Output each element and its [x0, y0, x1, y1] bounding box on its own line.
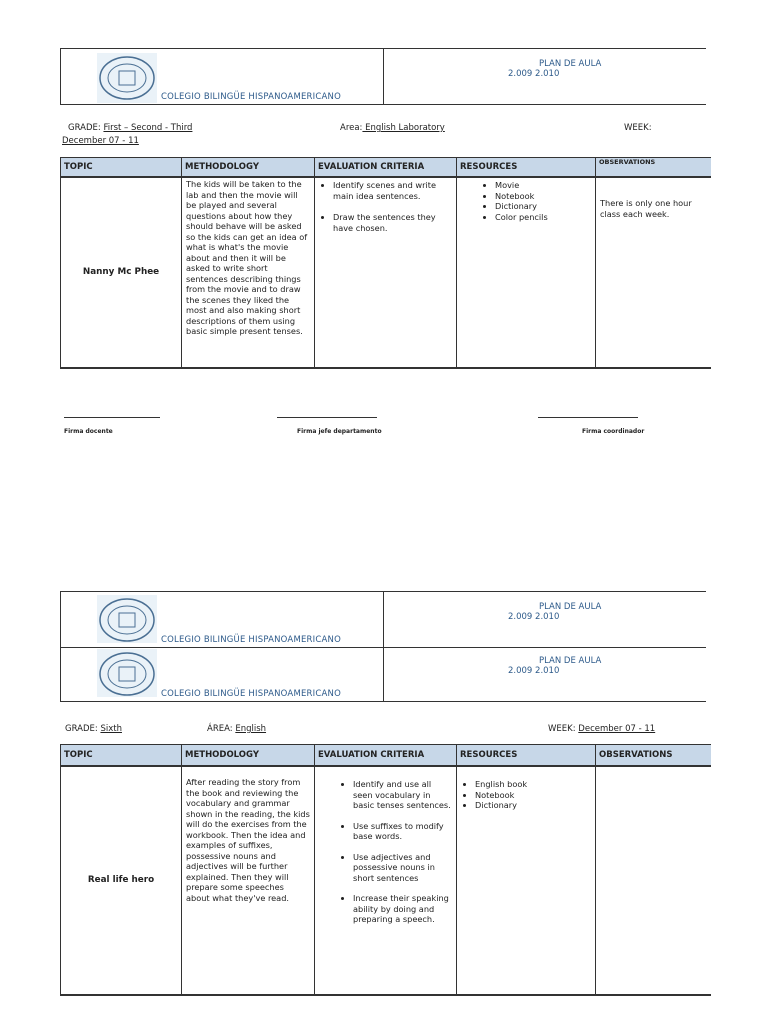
plan-years: 2.009 2.010	[508, 666, 560, 676]
list-item: • Use adjectives and possessive nouns in short sentences	[353, 852, 452, 884]
grade-line-2	[65, 724, 122, 734]
table-header-row	[61, 745, 711, 767]
school-name: COLEGIO BILINGÜE HISPANOAMERICANO	[161, 689, 341, 699]
header-school-cell	[60, 646, 384, 701]
table-row	[61, 766, 711, 995]
school-logo-icon	[97, 649, 157, 697]
col-methodology: METHODOLOGY	[182, 158, 315, 178]
signature-head: Firma jefe departamento	[297, 428, 382, 435]
list-item: • Draw the sentences they have chosen.	[333, 212, 452, 233]
topic-cell: Real life hero	[61, 766, 182, 995]
col-resources: RESOURCES	[457, 158, 596, 178]
plan-title-block	[508, 602, 601, 622]
school-name: COLEGIO BILINGÜE HISPANOAMERICANO	[161, 635, 341, 645]
plan-table-2	[60, 744, 711, 996]
col-resources: RESOURCES	[457, 745, 596, 767]
list-item: • Movie	[495, 180, 591, 191]
plan-title-block	[508, 656, 601, 676]
list-item: • Use suffixes to modify base words.	[353, 821, 452, 842]
col-topic: TOPIC	[61, 745, 182, 767]
list-item: • Increase their speaking ability by doing and preparing a speech.	[353, 893, 452, 925]
week-value: December 07 - 11	[578, 724, 656, 734]
evaluation-list	[319, 212, 452, 233]
header-school-cell	[60, 49, 384, 104]
list-item: • Notebook	[475, 790, 591, 801]
area-label: ÁREA:	[207, 724, 233, 734]
observations-cell	[596, 766, 711, 995]
grade-value: First – Second - Third	[103, 123, 193, 133]
signature-line-coordinator	[538, 417, 638, 418]
col-observations: OBSERVATIONS	[596, 745, 711, 767]
signature-line-teacher	[64, 417, 160, 418]
resources-list	[461, 180, 591, 222]
resources-cell	[457, 177, 596, 368]
table-header-row	[61, 158, 711, 178]
col-evaluation: EVALUATION CRITERIA	[315, 745, 457, 767]
week-value-1: December 07 - 11	[62, 136, 139, 146]
header-box-3	[60, 646, 706, 702]
header-box-1	[60, 48, 706, 105]
plan-table-1	[60, 157, 711, 369]
school-logo-icon	[97, 53, 157, 103]
area-value: English	[235, 724, 267, 734]
observations-cell: There is only one hour class each week.	[596, 177, 711, 368]
plan-title: PLAN DE AULA	[539, 602, 602, 612]
list-item: • Dictionary	[475, 800, 591, 811]
list-item: • Identify and use all seen vocabulary in basic tenses sentences.	[353, 779, 452, 811]
resources-cell	[457, 766, 596, 995]
methodology-cell: The kids will be taken to the lab and then the movie will be played and several questions about how they should behave will be asked so the kids can get an idea of what is what's the movie about and then it will be asked to write short sentences describing things from the movie and to draw the scenes they liked the most and also making short descriptions of them using basic simple present tenses.	[182, 177, 315, 368]
week-label-1: WEEK:	[624, 123, 652, 133]
signature-coordinator: Firma coordinador	[582, 428, 645, 435]
col-methodology: METHODOLOGY	[182, 745, 315, 767]
grade-line-1	[68, 123, 192, 133]
methodology-cell: After reading the story from the book and reviewing the vocabulary and grammar shown in the reading, the kids will do the exercises from the workbook. Then the idea and examples of suffixes, possessive nouns and adjectives will be further explained. Then they will prepare some speeches about what they've read.	[182, 766, 315, 995]
plan-title-block	[508, 59, 601, 79]
area-line-1	[340, 123, 445, 133]
grade-label: GRADE:	[68, 123, 101, 133]
col-topic: TOPIC	[61, 158, 182, 178]
topic-cell: Nanny Mc Phee	[61, 177, 182, 368]
plan-title: PLAN DE AULA	[539, 59, 602, 69]
plan-title: PLAN DE AULA	[539, 656, 602, 666]
table-row	[61, 177, 711, 368]
grade-label: GRADE:	[65, 724, 98, 734]
evaluation-cell	[315, 766, 457, 995]
week-label: WEEK:	[548, 724, 576, 734]
header-box-2	[60, 591, 706, 648]
list-item: • English book	[475, 779, 591, 790]
col-evaluation: EVALUATION CRITERIA	[315, 158, 457, 178]
area-label: Area:	[340, 123, 363, 133]
school-logo-icon	[97, 595, 157, 643]
area-line-2	[207, 724, 266, 734]
signature-line-head	[277, 417, 377, 418]
area-value: English Laboratory	[362, 123, 445, 133]
list-item: • Identify scenes and write main idea sentences.	[333, 180, 452, 201]
signature-teacher: Firma docente	[64, 428, 113, 435]
grade-value: Sixth	[100, 724, 122, 734]
evaluation-list	[319, 779, 452, 925]
plan-years: 2.009 2.010	[508, 612, 560, 622]
list-item: • Notebook	[495, 191, 591, 202]
list-item: • Dictionary	[495, 201, 591, 212]
list-item: • Color pencils	[495, 212, 591, 223]
evaluation-cell	[315, 177, 457, 368]
school-name: COLEGIO BILINGÜE HISPANOAMERICANO	[161, 92, 341, 102]
week-line-2	[548, 724, 655, 734]
col-observations: OBSERVATIONS	[596, 158, 711, 178]
header-school-cell	[60, 592, 384, 647]
plan-years: 2.009 2.010	[508, 69, 560, 79]
evaluation-list	[319, 180, 452, 201]
resources-list	[461, 779, 591, 811]
